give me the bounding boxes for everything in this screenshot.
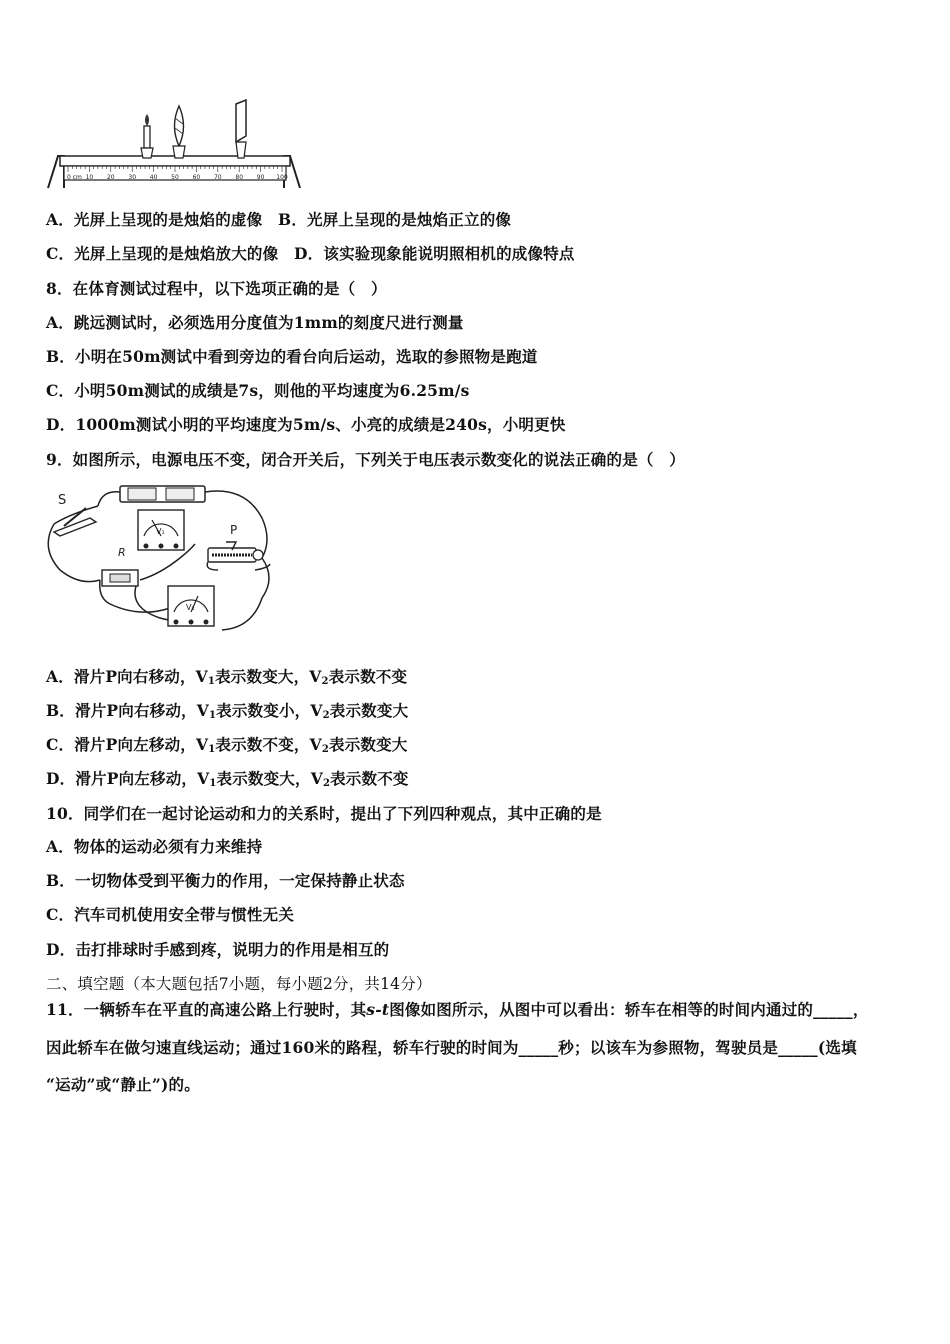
bench-tick-label: 30 [128, 174, 137, 181]
q9-c-sub2: 2 [321, 744, 329, 755]
q9-d-sub1: 1 [209, 778, 217, 789]
q9-d-mid: 表示数变大，V [216, 769, 323, 788]
q9-c-suffix: 表示数变大 [329, 735, 408, 754]
q10-option-c: C．汽车司机使用安全带与惯性无关 [46, 905, 295, 924]
resistor [102, 570, 138, 586]
q8-option-b: B．小明在50m测试中看到旁边的看台向后运动，选取的参照物是跑道 [46, 347, 538, 366]
switch-label: S [58, 493, 67, 508]
bench-tick-label: 70 [213, 174, 222, 181]
q9-d-prefix: D．滑片P向左移动，V [46, 769, 210, 788]
q11-st: s-t [366, 1000, 390, 1019]
bench-tick-label: 40 [149, 174, 158, 181]
q11-line3: “运动”或“静止”)的。 [46, 1075, 200, 1094]
q11-line1 [46, 1000, 869, 1020]
q9-d-sub2: 2 [322, 778, 331, 789]
bench-tick-label: 10 [85, 174, 94, 181]
slider-label: P [230, 523, 238, 537]
q9-c-prefix: C．滑片P向左移动，V [46, 735, 209, 754]
switch [54, 508, 96, 536]
q9-d-suffix: 表示数不变 [330, 769, 409, 788]
q8-option-a: A．跳远测试时，必须选用分度值为1mm的刻度尺进行测量 [46, 313, 464, 332]
bench-tick-label: 60 [192, 174, 201, 181]
q9-a-suffix: 表示数不变 [328, 667, 408, 686]
q10-stem: 10．同学们在一起讨论运动和力的关系时，提出了下列四种观点，其中正确的是 [46, 804, 602, 823]
convex-lens [173, 106, 185, 158]
bench-tick-label: 0 cm [67, 174, 82, 181]
voltmeter-2-label: V₂ [186, 603, 195, 612]
q9-b-prefix: B．滑片P向右移动，V [46, 701, 209, 720]
q9-option-b [46, 701, 408, 726]
bench-tick-label: 20 [106, 174, 115, 181]
q9-a-sub1: 1 [207, 676, 216, 687]
q9-option-c [46, 735, 408, 760]
battery [120, 486, 205, 502]
q9-c-sub1: 1 [208, 744, 216, 755]
q10-option-a: A．物体的运动必须有力来维持 [46, 837, 263, 856]
q9-b-sub2: 2 [322, 710, 330, 721]
q10-option-b: B．一切物体受到平衡力的作用，一定保持静止状态 [46, 871, 405, 890]
q10-option-d: D．击打排球时手感到疼，说明力的作用是相互的 [46, 940, 390, 959]
light-screen [236, 100, 246, 158]
bench-tick-label: 100 [276, 174, 288, 181]
q9-option-d [46, 769, 409, 794]
q9-stem: 9．如图所示，电源电压不变，闭合开关后，下列关于电压表示数变化的说法正确的是（ ） [46, 450, 685, 469]
resistor-label: R [118, 546, 126, 559]
q7-option-ab: A．光屏上呈现的是烛焰的虚像 B．光屏上呈现的是烛焰正立的像 [46, 210, 512, 229]
optical-bench-svg [44, 96, 304, 192]
voltmeter-1-label: V₁ [156, 527, 165, 536]
circuit-figure [40, 478, 285, 638]
q11-p2: 图像如图所示，从图中可以看出：轿车在相等的时间内通过的_____， [389, 1000, 869, 1019]
q11-line2: 因此轿车在做匀速直线运动；通过160米的路程，轿车行驶的时间为_____秒；以该车为参照物，驾驶员是_____(选填 [46, 1038, 857, 1057]
q9-a-prefix: A．滑片P向右移动，V [46, 667, 208, 686]
q11-p1: 11．一辆轿车在平直的高速公路上行驶时，其 [46, 1000, 367, 1019]
q9-b-suffix: 表示数变大 [329, 701, 409, 720]
q7-option-cd: C．光屏上呈现的是烛焰放大的像 D．该实验现象能说明照相机的成像特点 [46, 244, 575, 263]
q8-option-d: D．1000m测试小明的平均速度为5m/s、小亮的成绩是240s，小明更快 [46, 415, 566, 434]
q9-b-sub1: 1 [208, 710, 217, 721]
q9-b-mid: 表示数变小，V [216, 701, 323, 720]
section2-heading: 二、填空题（本大题包括7小题，每小题2分，共14分） [46, 975, 432, 993]
bench-tick-label: 80 [235, 174, 244, 181]
q9-a-sub2: 2 [321, 676, 329, 687]
q8-stem: 8．在体育测试过程中，以下选项正确的是（ ） [46, 279, 387, 298]
bench-tick-label: 90 [256, 174, 265, 181]
candle [141, 114, 153, 158]
bench-tick-label: 50 [171, 174, 179, 181]
q9-c-mid: 表示数不变，V [215, 735, 322, 754]
optical-bench-figure [44, 96, 304, 192]
q8-option-c: C．小明50m测试的成绩是7s，则他的平均速度为6.25m/s [46, 381, 470, 400]
rheostat [208, 542, 263, 562]
q9-option-a [46, 667, 407, 692]
q9-a-mid: 表示数变大，V [215, 667, 322, 686]
circuit-svg [40, 478, 285, 638]
